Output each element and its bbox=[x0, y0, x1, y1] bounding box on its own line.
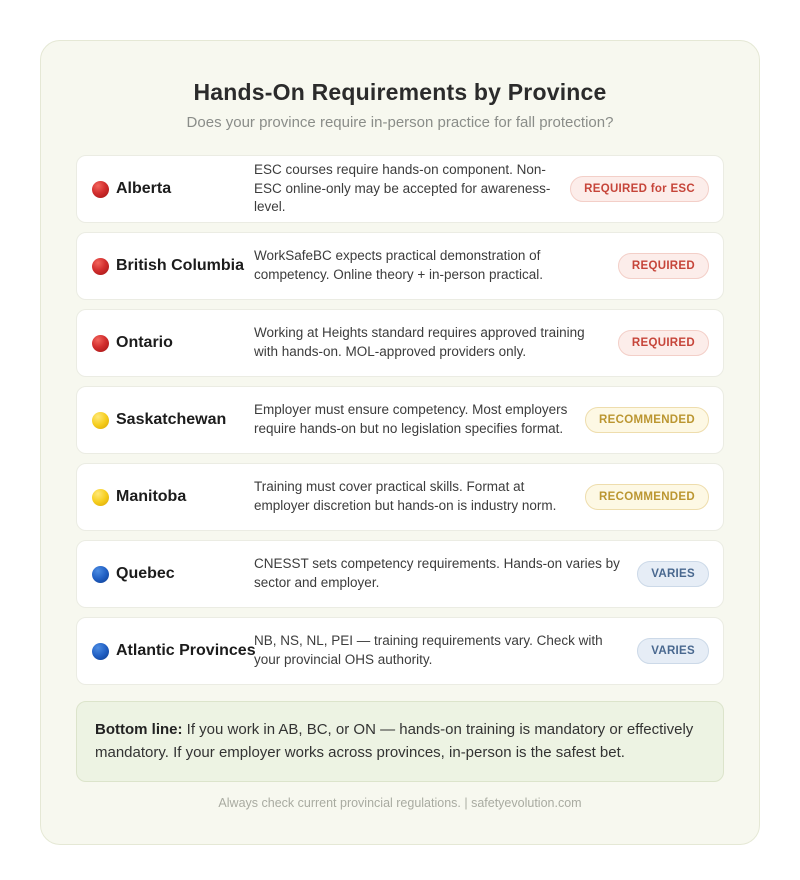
province-row bbox=[76, 617, 724, 685]
province-row bbox=[76, 232, 724, 300]
province-name: British Columbia bbox=[116, 257, 245, 274]
blue-circle-icon bbox=[92, 566, 109, 583]
province-name: Quebec bbox=[116, 565, 175, 582]
province-description: Employer must ensure competency. Most employers require hands-on but no legislation specifies format. bbox=[254, 402, 568, 436]
bottom-line-text: If you work in AB, BC, or ON — hands-on training is mandatory or effectively mandatory. If your employer works across provinces, in-person is the safest bet. bbox=[95, 721, 694, 762]
province-name: Saskatchewan bbox=[116, 411, 227, 428]
yellow-circle-icon bbox=[92, 489, 109, 506]
footer-note: Always check current provincial regulations. | safetyevolution.com bbox=[218, 795, 582, 810]
red-circle-icon bbox=[92, 181, 109, 198]
province-description: ESC courses require hands-on component. Non-ESC online-only may be accepted for awareness-level. bbox=[254, 162, 551, 215]
status-badge: VARIES bbox=[637, 561, 709, 587]
red-circle-icon bbox=[92, 258, 109, 275]
province-list bbox=[76, 155, 724, 685]
province-row bbox=[76, 540, 724, 608]
status-badge: REQUIRED for ESC bbox=[570, 176, 709, 202]
province-cell bbox=[92, 488, 254, 506]
province-description: Working at Heights standard requires approved training with hands-on. MOL-approved providers only. bbox=[254, 325, 585, 359]
status-badge: REQUIRED bbox=[618, 330, 709, 356]
province-cell bbox=[92, 411, 254, 429]
province-row bbox=[76, 463, 724, 531]
page-title: Hands-On Requirements by Province bbox=[193, 79, 607, 105]
province-cell bbox=[92, 642, 254, 660]
province-name: Manitoba bbox=[116, 488, 187, 505]
province-cell bbox=[92, 180, 254, 198]
province-description: WorkSafeBC expects practical demonstration of competency. Online theory + in-person practical. bbox=[254, 248, 544, 282]
yellow-circle-icon bbox=[92, 412, 109, 429]
province-name: Alberta bbox=[116, 180, 172, 197]
status-badge: RECOMMENDED bbox=[585, 484, 709, 510]
status-badge: REQUIRED bbox=[618, 253, 709, 279]
header bbox=[76, 79, 724, 131]
status-badge: RECOMMENDED bbox=[585, 407, 709, 433]
infographic-card bbox=[40, 40, 760, 845]
bottom-line-label: Bottom line: bbox=[95, 721, 183, 738]
page-subtitle: Does your province require in-person practice for fall protection? bbox=[186, 114, 614, 131]
blue-circle-icon bbox=[92, 643, 109, 660]
bottom-line-box bbox=[76, 701, 724, 782]
province-row bbox=[76, 155, 724, 223]
province-description: CNESST sets competency requirements. Hands-on varies by sector and employer. bbox=[254, 556, 620, 590]
red-circle-icon bbox=[92, 335, 109, 352]
province-name: Atlantic Provinces bbox=[116, 642, 256, 659]
province-cell bbox=[92, 257, 254, 275]
province-row bbox=[76, 386, 724, 454]
province-cell bbox=[92, 565, 254, 583]
province-name: Ontario bbox=[116, 334, 173, 351]
province-description: NB, NS, NL, PEI — training requirements vary. Check with your provincial OHS authority. bbox=[254, 633, 603, 667]
province-row bbox=[76, 309, 724, 377]
province-cell bbox=[92, 334, 254, 352]
province-description: Training must cover practical skills. Format at employer discretion but hands-on is industry norm. bbox=[254, 479, 557, 513]
status-badge: VARIES bbox=[637, 638, 709, 664]
